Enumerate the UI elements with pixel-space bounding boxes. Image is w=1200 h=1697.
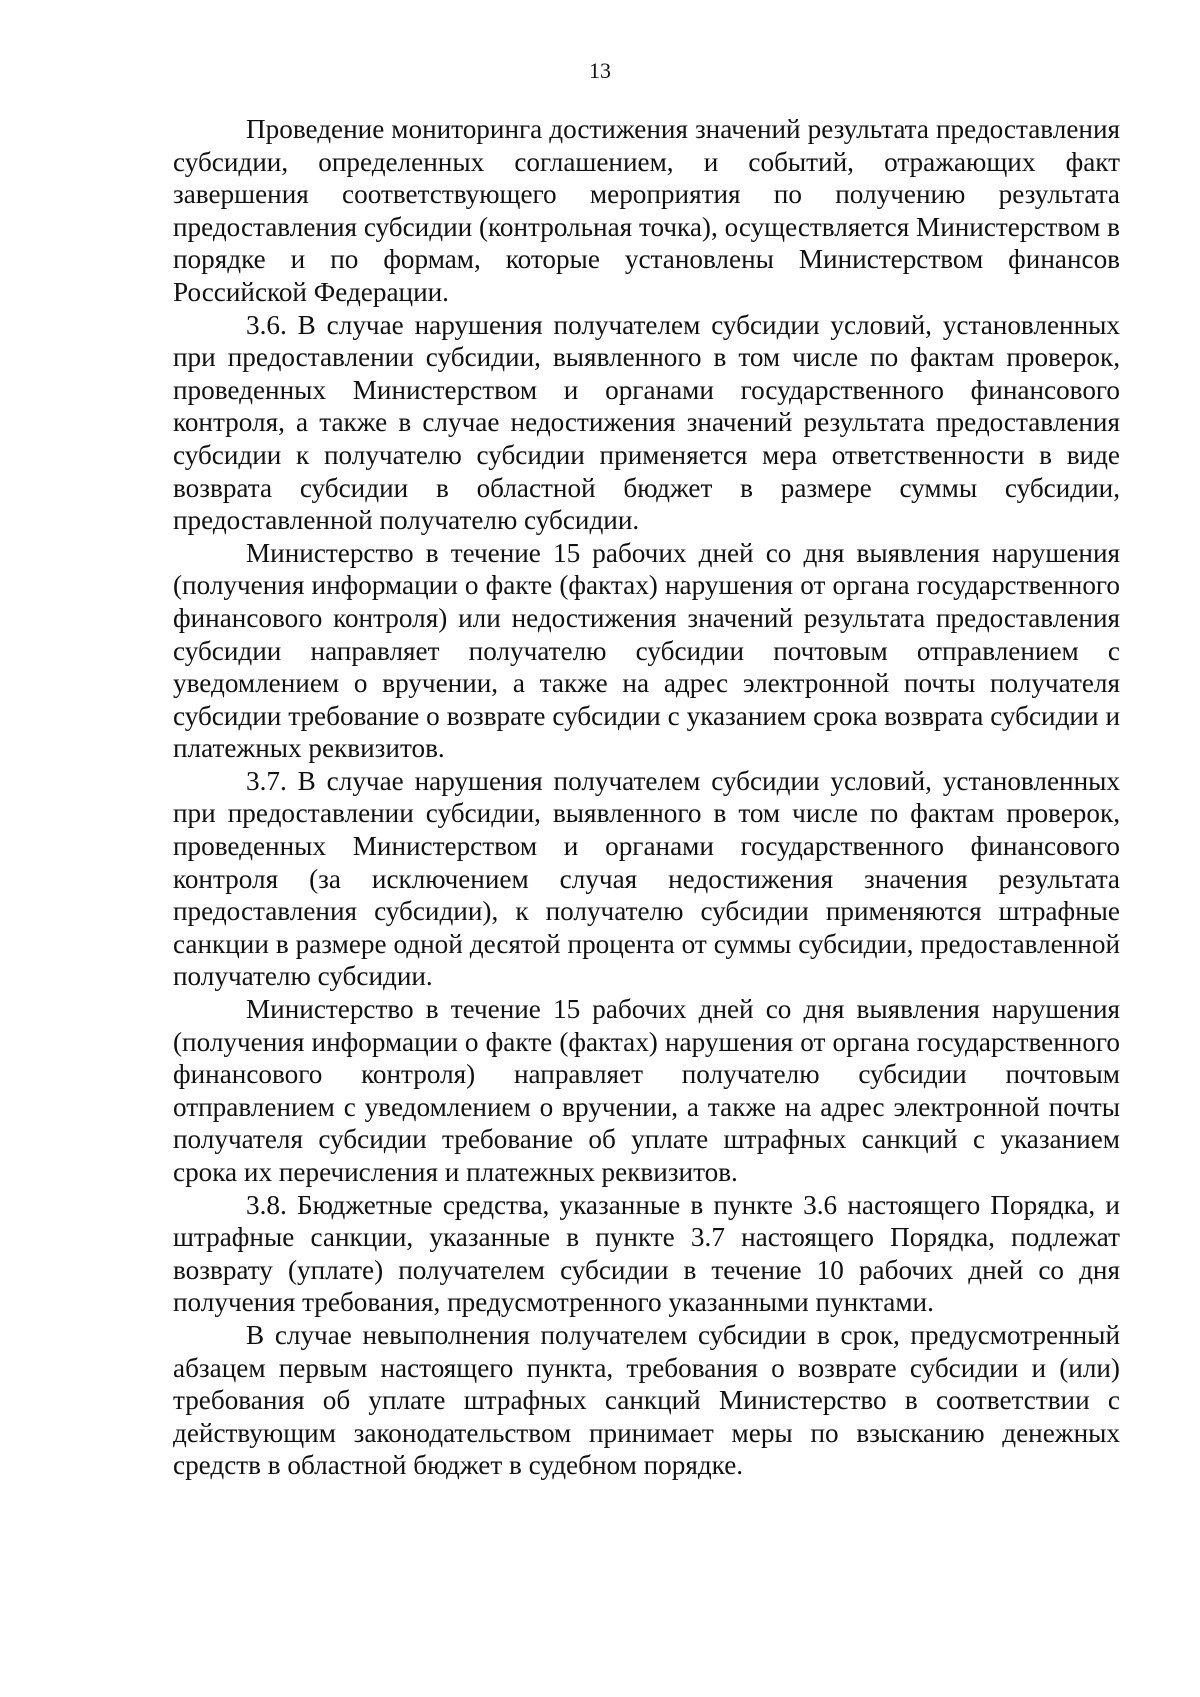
paragraph-3-6: 3.6. В случае нарушения получателем субсидии условий, установленных при предоставлении субсидии, выявленного в том числе по фактам проверок, проведенных Министерством и органами государственного финансового контроля, а также в случае недостижения значений результата предоставления субсидии к получателю субсидии применяется мера ответственности в виде возврата субсидии в областной бюджет в размере суммы субсидии, предоставленной получателю субсидии. <box>173 309 1120 536</box>
paragraph-monitoring: Проведение мониторинга достижения значений результата предоставления субсидии, определенных соглашением, и событий, отражающих факт завершения соответствующего мероприятия по получению результата предоставления субсидии (контрольная точка), осуществляется Министерством в порядке и по формам, которые установлены Министерством финансов Российской Федерации. <box>173 114 1120 307</box>
paragraph-3-8: 3.8. Бюджетные средства, указанные в пункте 3.6 настоящего Порядка, и штрафные санкции, указанные в пункте 3.7 настоящего Порядка, подлежат возврату (уплате) получателем субсидии в течение 10 рабочих дней со дня получения требования, предусмотренного указанными пунктами. <box>173 1189 1120 1318</box>
page-number: 13 <box>589 58 611 83</box>
paragraph-3-7: 3.7. В случае нарушения получателем субсидии условий, установленных при предоставлении субсидии, выявленного в том числе по фактам проверок, проведенных Министерством и органами государственного финансового контроля (за исключением случая недостижения значения результата предоставления субсидии), к получателю субсидии применяются штрафные санкции в размере одной десятой процента от суммы субсидии, предоставленной получателю субсидии. <box>173 765 1120 992</box>
paragraph-3-7-notice: Министерство в течение 15 рабочих дней со дня выявления нарушения (получения информации о факте (фактах) нарушения от органа государственного финансового контроля) направляет получателю субсидии почтовым отправлением с уведомлением о вручении, а также на адрес электронной почты получателя субсидии требование об уплате штрафных санкций с указанием срока их перечисления и платежных реквизитов. <box>173 994 1120 1187</box>
document-body <box>173 113 1120 1482</box>
paragraph-3-6-notice: Министерство в течение 15 рабочих дней со дня выявления нарушения (получения информации о факте (фактах) нарушения от органа государственного финансового контроля) или недостижения значений результата предоставления субсидии направляет получателю субсидии почтовым отправлением с уведомлением о вручении, а также на адрес электронной почты получателя субсидии требование о возврате субсидии с указанием срока возврата субсидии и платежных реквизитов. <box>173 537 1120 764</box>
paragraph-3-8-enforcement: В случае невыполнения получателем субсидии в срок, предусмотренный абзацем первым настоящего пункта, требования о возврате субсидии и (или) требования об уплате штрафных санкций Министерство в соответствии с действующим законодательством принимает меры по взысканию денежных средств в областной бюджет в судебном порядке. <box>173 1319 1120 1481</box>
